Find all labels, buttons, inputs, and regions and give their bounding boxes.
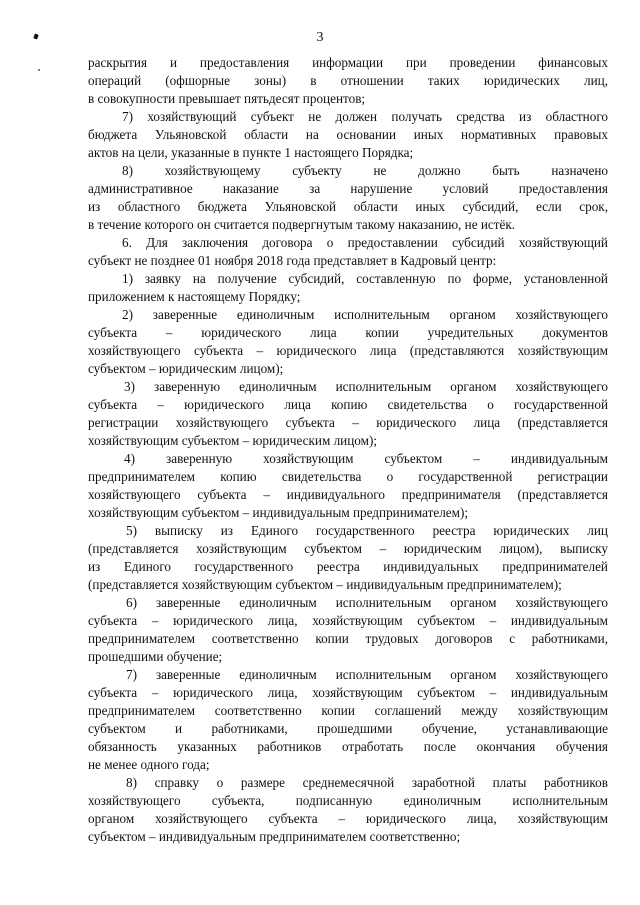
- text-line: обязанность указанных работников отработать после окончания обучения: [88, 739, 608, 754]
- text-line: хозяйствующего субъекта – индивидуального предпринимателя (представляется: [88, 487, 608, 502]
- text-line: субъекта – юридического лица, хозяйствующим субъектом – индивидуальным: [88, 685, 608, 700]
- text-line: не менее одного года;: [88, 757, 210, 772]
- text-line: 3) заверенную единоличным исполнительным органом хозяйствующего: [124, 379, 608, 394]
- text-line: 5) выписку из Единого государственного реестра юридических лиц: [126, 523, 608, 538]
- text-line: хозяйствующего субъекта, подписанную единоличным исполнительным: [88, 793, 608, 808]
- margin-dot: [38, 69, 40, 71]
- text-line: 1) заявку на получение субсидий, составленную по форме, установленной: [122, 271, 608, 286]
- text-line: 7) заверенные единоличным исполнительным органом хозяйствующего: [126, 667, 608, 682]
- text-line: в течение которого он считается подвергнутым такому наказанию, не истёк.: [88, 217, 516, 232]
- text-line: предпринимателем копию свидетельства о государственной регистрации: [88, 469, 608, 484]
- text-line: субъект не позднее 01 ноября 2018 года представляет в Кадровый центр:: [88, 253, 497, 268]
- text-line: 2) заверенные единоличным исполнительным органом хозяйствующего: [122, 307, 608, 322]
- text-line: субъекта – юридического лица копию свидетельства о государственной: [88, 397, 608, 412]
- text-line: приложением к настоящему Порядку;: [88, 289, 301, 304]
- text-line: 8) хозяйствующему субъекту не должно быть назначено: [122, 163, 608, 178]
- text-line: субъекта – юридического лица копии учредительных документов: [88, 325, 608, 340]
- text-line: 7) хозяйствующий субъект не должен получать средства из областного: [122, 109, 608, 124]
- text-line: предпринимателем соответственно копии трудовых договоров с работниками,: [88, 631, 608, 646]
- text-line: предпринимателем соответственно копии соглашений между хозяйствующим: [88, 703, 608, 718]
- text-line: операций (офшорные зоны) в отношении таких юридических лиц,: [88, 73, 608, 88]
- document-body: [88, 54, 608, 846]
- text-line: органом хозяйствующего субъекта – юридического лица, хозяйствующим: [88, 811, 608, 826]
- text-line: актов на цели, указанные в пункте 1 настоящего Порядка;: [88, 145, 414, 160]
- text-line: субъектом и работниками, прошедшими обучение, устанавливающие: [88, 721, 608, 736]
- text-line: (представляется хозяйствующим субъектом – индивидуальным предпринимателем);: [88, 577, 562, 592]
- text-line: субъектом – юридическим лицом);: [88, 361, 284, 376]
- text-line: регистрации хозяйствующего субъекта – юридического лица (представляется: [88, 415, 608, 430]
- text-line: 4) заверенную хозяйствующим субъектом – индивидуальным: [124, 451, 608, 466]
- text-line: в совокупности превышает пятьдесят процентов;: [88, 91, 366, 106]
- text-line: из областного бюджета Ульяновской области иных субсидий, если срок,: [88, 199, 608, 214]
- text-line: хозяйствующего субъекта – юридического лица (представляются хозяйствующим: [88, 343, 608, 358]
- text-line: административное наказание за нарушение условий предоставления: [88, 181, 608, 196]
- text-line: хозяйствующим субъектом – индивидуальным предпринимателем);: [88, 505, 469, 520]
- text-line: 6. Для заключения договора о предоставлении субсидий хозяйствующий: [122, 235, 608, 250]
- text-line: прошедшими обучение;: [88, 649, 223, 664]
- text-line: 6) заверенные единоличным исполнительным органом хозяйствующего: [126, 595, 608, 610]
- text-line: (представляется хозяйствующим субъектом – юридическим лицом), выписку: [88, 541, 608, 556]
- page-number: 3: [316, 30, 324, 45]
- text-line: 8) справку о размере среднемесячной заработной платы работников: [126, 775, 608, 790]
- text-line: бюджета Ульяновской области на основании иных нормативных правовых: [88, 127, 608, 142]
- text-line: субъекта – юридического лица, хозяйствующим субъектом – индивидуальным: [88, 613, 608, 628]
- text-line: субъектом – индивидуальным предпринимателем соответственно;: [88, 829, 461, 844]
- text-line: раскрытия и предоставления информации при проведении финансовых: [88, 55, 608, 70]
- text-line: из Единого государственного реестра индивидуальных предпринимателей: [88, 559, 608, 574]
- text-line: хозяйствующим субъектом – юридическим лицом);: [88, 433, 378, 448]
